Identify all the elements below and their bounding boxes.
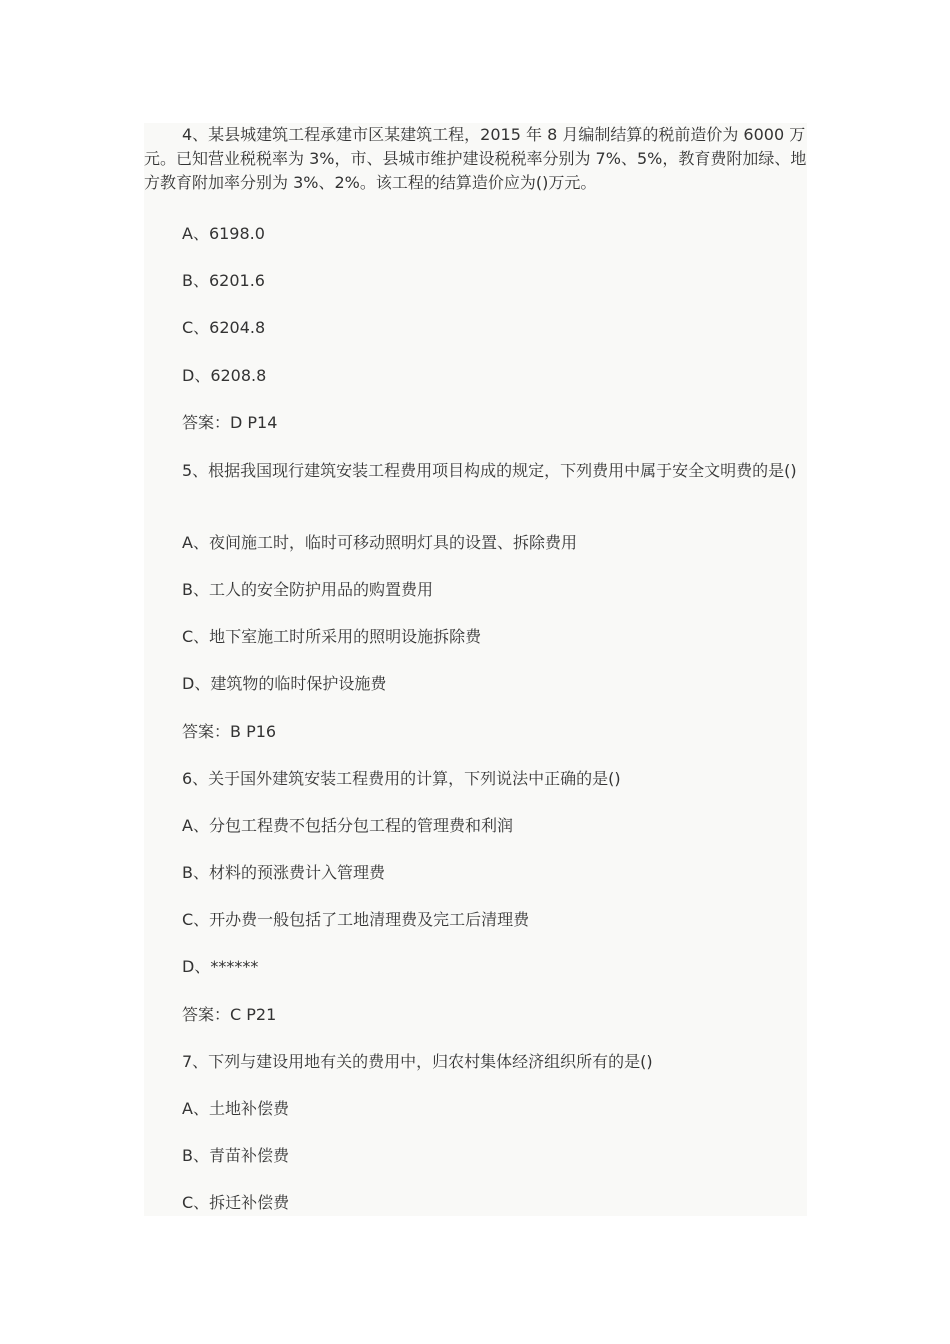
question-7-option-a: A、土地补偿费	[182, 1099, 289, 1118]
question-5-option-d: D、建筑物的临时保护设施费	[182, 674, 387, 693]
question-5-option-b: B、工人的安全防护用品的购置费用	[182, 580, 433, 599]
question-4-stem: 4、某县城建筑工程承建市区某建筑工程，2015 年 8 月编制结算的税前造价为 6000 万元。已知营业税税率为 3%，市、县城市维护建设税税率分别为 7%、5%，教育费附加绿、地方教育附加率分别为 3%、2%。该工程的结算造价应为()万元。	[144, 125, 807, 192]
document-content	[144, 123, 807, 1216]
question-6-answer: 答案：C P21	[182, 1005, 277, 1024]
question-5-option-a: A、夜间施工时，临时可移动照明灯具的设置、拆除费用	[182, 533, 577, 552]
question-4-answer: 答案：D P14	[182, 413, 278, 432]
question-6-stem: 6、关于国外建筑安装工程费用的计算，下列说法中正确的是()	[182, 769, 621, 788]
question-6-option-c: C、开办费一般包括了工地清理费及完工后清理费	[182, 910, 530, 929]
question-6-option-d: D、******	[182, 957, 259, 976]
question-5-stem: 5、根据我国现行建筑安装工程费用项目构成的规定，下列费用中属于安全文明费的是()	[182, 461, 797, 480]
question-7-option-c: C、拆迁补偿费	[182, 1193, 290, 1212]
question-4-option-d: D、6208.8	[182, 366, 267, 385]
question-6-option-a: A、分包工程费不包括分包工程的管理费和利润	[182, 816, 513, 835]
question-4-option-a: A、6198.0	[182, 224, 265, 243]
question-7-option-b: B、青苗补偿费	[182, 1146, 289, 1165]
question-6-option-b: B、材料的预涨费计入管理费	[182, 863, 385, 882]
question-7-stem: 7、下列与建设用地有关的费用中，归农村集体经济组织所有的是()	[182, 1052, 653, 1071]
question-5-option-c: C、地下室施工时所采用的照明设施拆除费	[182, 627, 482, 646]
question-5-answer: 答案：B P16	[182, 722, 277, 741]
question-4-option-b: B、6201.6	[182, 271, 265, 290]
question-4-option-c: C、6204.8	[182, 318, 266, 337]
